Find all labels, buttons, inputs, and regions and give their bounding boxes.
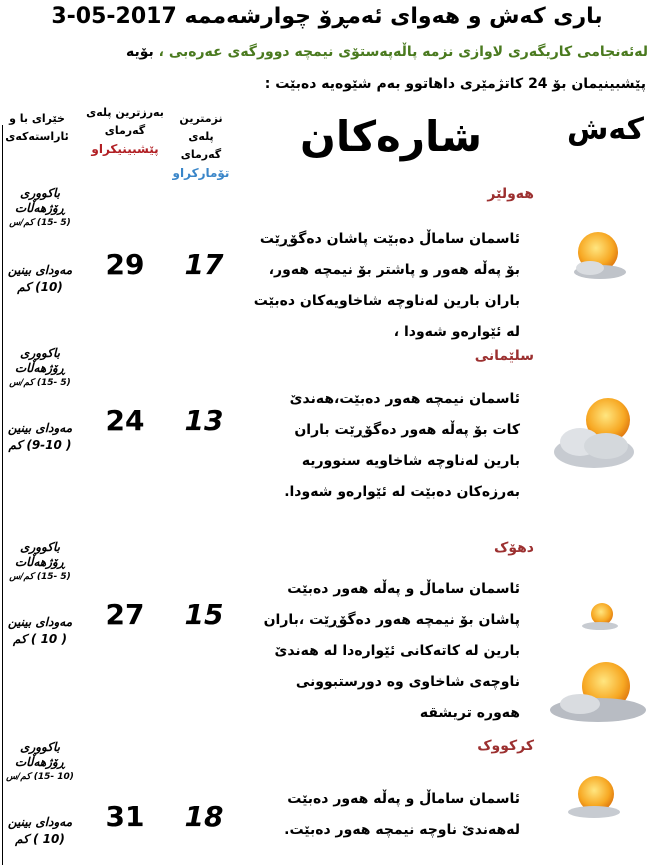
wind-speed: (5 -15) کم/س: [9, 378, 71, 388]
weather-column-header: کەش: [566, 112, 644, 147]
description-line: ئاسمان ساماڵ و پەڵە هەور دەبێت: [287, 791, 520, 807]
cities-column-header: شارەکان: [300, 112, 483, 161]
sun-cloud-icon: [560, 226, 630, 282]
wind-direction: ڕۆژهەڵات: [14, 361, 66, 375]
max-temp: 24: [105, 404, 145, 437]
visibility-value: ( 9-10) کم: [8, 438, 72, 452]
sun-cloud-icon: [548, 658, 648, 724]
visibility-value: (10 ) کم: [15, 832, 65, 846]
max-temp: 27: [105, 598, 145, 631]
description-line: پاشان بۆ نیمچە هەور دەگۆڕێت ،باران: [263, 612, 520, 628]
visibility-label: مەودای بینین: [7, 421, 73, 435]
sun-cloud-icon: [562, 770, 624, 820]
description-line: لە ئێوارەو شەودا ،: [393, 324, 520, 340]
min-temp: 15: [184, 598, 224, 631]
min-temp-header: [172, 110, 230, 182]
visibility-value: ( 10 ) کم: [13, 632, 67, 646]
subtitle: [4, 44, 648, 60]
subtitle-tail: بۆیە: [125, 44, 154, 60]
max-temp-tag: پێشبینیکراو: [91, 142, 159, 156]
wind-info: [0, 346, 80, 391]
min-temp: 13: [184, 404, 224, 437]
weather-description: [245, 574, 520, 729]
wind-direction: ڕۆژهەڵات: [14, 201, 66, 215]
description-line: بارین لەناوچە شاخاویە سنووریە: [301, 453, 520, 469]
description-line: کات بۆ پەڵە هەور دەگۆڕێت باران: [294, 422, 520, 438]
wind-speed: (5 -15) کم/س: [9, 218, 71, 228]
intro-text: پێشبینیمان بۆ 24 کاتژمێری داهاتوو بەم شێوەیە دەبێت :: [264, 76, 646, 92]
visibility-label: مەودای بینین: [7, 815, 73, 829]
sun-cloud-icon: [580, 600, 620, 630]
description-line: هەورە تریشقە: [419, 705, 520, 721]
wind-direction: باکووری: [20, 540, 60, 554]
max-temp: 29: [105, 248, 145, 281]
description-line: بارین لە کاتەکانی ئێوارەدا لە هەندێ: [274, 643, 520, 659]
subtitle-text: لەئەنجامی کاریگەری لاوازی نزمە پاڵەپەستۆی نیمچە دوورگەی عەرەبی ،: [153, 44, 648, 60]
description-line: باران بارین لەناوچە شاخاویەکان دەبێت: [253, 293, 520, 309]
weather-description: [245, 784, 520, 846]
city-name: سلێمانی: [474, 348, 534, 364]
wind-direction: باکووری: [20, 346, 60, 360]
visibility-info: [0, 262, 80, 296]
description-line: ئاسمان ساماڵ دەبێت پاشان دەگۆڕێت: [259, 231, 520, 247]
visibility-label: مەودای بینین: [7, 263, 73, 277]
visibility-info: [0, 814, 80, 848]
description-line: ناوچەی شاخاوی وە دورستبوونی: [295, 674, 520, 690]
min-temp-label: نزمترین پلەی گەرمای: [179, 112, 223, 161]
description-line: بۆ پەڵە هەور و پاشتر بۆ نیمچە هەور،: [268, 262, 520, 278]
description-line: ئاسمان ساماڵ و پەڵە هەور دەبێت: [287, 581, 520, 597]
page-title: باری کەش و هەوای ئەمڕۆ چوارشەممە 2017-05-3: [51, 4, 603, 29]
description-line: بەرزەکان دەبێت لە ئێوارەو شەودا.: [284, 484, 520, 500]
wind-header: خێرای با و ئاراستەکەی: [5, 112, 69, 143]
city-name: هەولێر: [487, 186, 534, 202]
min-temp: 18: [184, 800, 224, 833]
wind-direction: باکووری: [20, 740, 60, 754]
description-line: ئاسمان نیمچە هەور دەبێت،هەندێ: [289, 391, 520, 407]
wind-info: [0, 186, 80, 231]
weather-description: [245, 224, 520, 348]
visibility-value: (10) کم: [17, 280, 63, 294]
wind-info: [0, 740, 80, 785]
max-temp-label: بەرزترین پلەی گەرمای: [86, 106, 164, 137]
city-name: دهۆک: [493, 540, 534, 556]
min-temp-tag: تۆمارکراو: [172, 166, 230, 180]
wind-info: [0, 540, 80, 585]
city-name: کرکووک: [477, 738, 534, 754]
weather-description: [245, 384, 520, 508]
description-line: لەهەندێ ناوچە نیمچە هەور دەبێت.: [284, 822, 520, 838]
wind-direction: ڕۆژهەڵات: [14, 755, 66, 769]
visibility-info: [0, 614, 80, 648]
wind-speed: (10 -15) کم/س: [6, 772, 74, 782]
max-temp-header: [86, 104, 164, 158]
min-temp: 17: [184, 248, 224, 281]
partly-cloudy-icon: [550, 390, 642, 476]
wind-speed: (5 -15) کم/س: [9, 572, 71, 582]
visibility-label: مەودای بینین: [7, 615, 73, 629]
wind-direction: ڕۆژهەڵات: [14, 555, 66, 569]
wind-direction: باکووری: [20, 186, 60, 200]
max-temp: 31: [105, 800, 145, 833]
visibility-info: [0, 420, 80, 454]
